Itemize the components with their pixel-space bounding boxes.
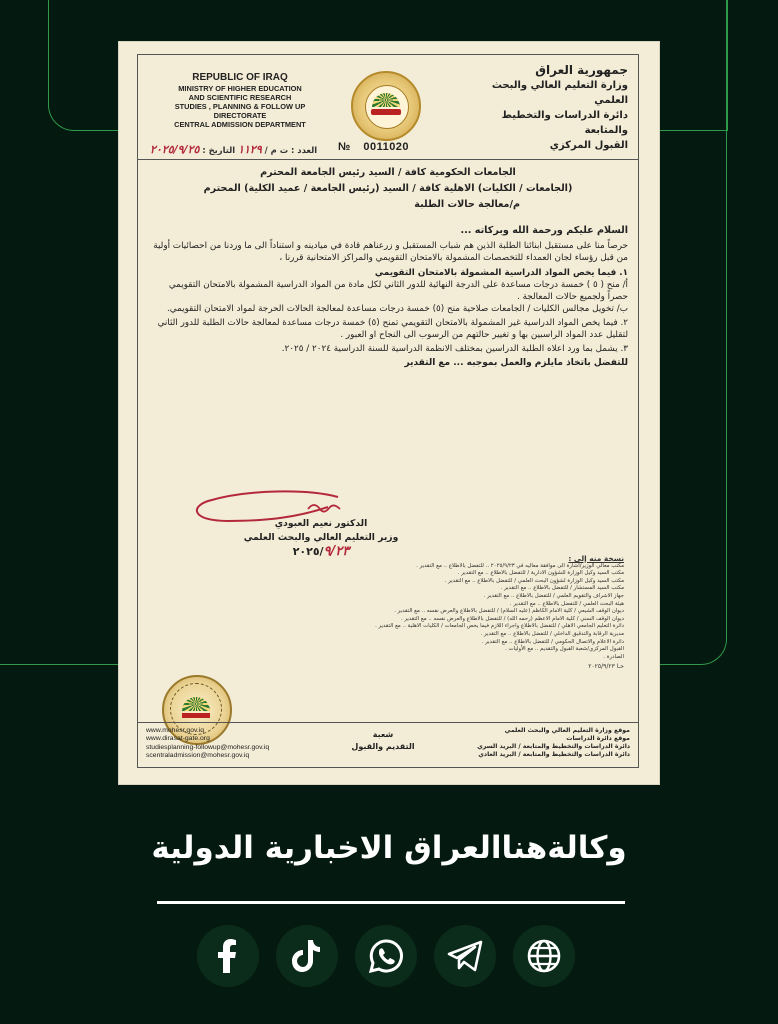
addressees: [148, 165, 628, 213]
signature-date-hand: ٩/٢٣: [323, 544, 350, 559]
whatsapp-button[interactable]: [355, 925, 417, 987]
footer-email-2: scentraladmission@mohesr.gov.iq: [146, 752, 250, 760]
letter-body: [148, 165, 628, 368]
signatory-title: وزير التعليم العالي والبحث العلمي: [243, 532, 399, 543]
en-directorate: STUDIES , PLANNING & FOLLOW UP DIRECTORATE: [174, 102, 306, 120]
copy-item: ديوان الوقف الشيعي / كلية الامام الكاظم (عليه السلام) / للتفضل بالاطلاع والعرض نفسه .. مع التقدير .: [394, 608, 624, 615]
ar-country: جمهورية العراق: [535, 63, 628, 77]
seal-book: [371, 109, 401, 115]
subject-line: م/معالجة حالات الطلبة: [414, 199, 520, 210]
serial-value: 0011020: [363, 141, 410, 153]
date-value: ٢٠٢٥/٩/٢٥: [150, 143, 200, 156]
footer-website-2: www.dirasat-gate.org: [146, 735, 210, 743]
copy-item: مكتب السيد المستشار / للتفضل بالاطلاع .. مع التقدير .: [500, 585, 624, 592]
letter-border: [137, 54, 639, 768]
footer-section-label: شعبة: [372, 730, 394, 739]
brand-divider: [157, 901, 625, 904]
whatsapp-icon: [369, 939, 403, 973]
ar-directorate: دائرة الدراسات والتخطيط والمتابعة: [501, 110, 628, 136]
ar-department: القبول المركزي: [549, 140, 628, 151]
footer-section-name: التقديم والقبول: [351, 742, 415, 751]
date-label: التاريخ :: [202, 145, 236, 155]
copies-reference: حـا ٢٠٢٥/٩/٢٣: [588, 663, 624, 671]
footer-section: [328, 729, 438, 753]
copy-item: مديرية الرقابة والتدقيق الداخلي / للتفضل بالاطلاع .. مع التقدير .: [480, 630, 624, 637]
copy-item: هيئة البحث العلمي / للتفضل بالاطلاع .. مع التقدير .: [509, 600, 624, 607]
signatory-block: [226, 517, 416, 559]
footer-email: studiesplanning-followup@mohesr.gov.iq: [146, 743, 270, 751]
copy-item: جهاز الاشراف والتقويم العلمي / للتفضل بالاطلاع .. مع التقدير .: [483, 592, 624, 599]
en-ministry: MINISTRY OF HIGHER EDUCATION: [178, 84, 302, 93]
footer-contacts: [146, 727, 269, 761]
copy-item: الصادرة .: [603, 653, 624, 660]
facebook-icon: [213, 939, 243, 973]
globe-icon: [526, 938, 562, 974]
ministry-seal-logo: [351, 71, 421, 141]
footer-website: www.mohesr.gov.iq: [146, 727, 205, 734]
en-department: CENTRAL ADMISSION DEPARTMENT: [174, 120, 306, 129]
letter-footer: [138, 722, 638, 767]
letter-header: [138, 55, 638, 160]
signatory-name: الدكتور نعيم العبودي: [274, 518, 368, 529]
tiktok-button[interactable]: [276, 925, 338, 987]
ref-number: ١١٢٩: [238, 143, 262, 156]
copies-list: [298, 555, 624, 671]
footer-labels: [477, 727, 630, 759]
addressee-2: (الجامعات / الكليات) الاهلية كافة / السيد (رئيس الجامعة / عميد الكلية) المحترم: [203, 183, 573, 194]
footer-label: دائرة الدراسات والتخطيط والمتابعة / البريد السري: [477, 743, 630, 750]
section-1-a: أ/ منح ( ٥ ) خمسة درجات مساعدة على الدرجة النهائية للدور الثاني لكل مادة من المواد الدراسية المشمولة بالامتحان التقويمي حصراً ولجميع حالات المعالجة .: [168, 280, 628, 302]
closing-line: للتفضل باتخاذ مايلزم والعمل بموجبه ... مع التقدير: [404, 358, 628, 368]
copy-item: مكتب السيد وكيل الوزارة لشؤون البحث العلمي / للتفضل بالاطلاع .. مع التقدير .: [444, 577, 624, 584]
section-3: ٣. يشمل بما ورد اعلاه الطلبة الدراسين بمختلف الانظمة الدراسية للسنة الدراسية ٢٠٢٤ / ٢٠٢٥.: [281, 344, 628, 354]
footer-label: موقع دائرة الدراسات: [566, 735, 630, 742]
website-button[interactable]: [513, 925, 575, 987]
en-ministry-2: AND SCIENTIFIC RESEARCH: [188, 93, 292, 102]
footer-label: موقع وزارة التعليم العالي والبحث العلمي: [504, 727, 630, 734]
footer-label: دائرة الدراسات والتخطيط والمتابعة / البريد العادي: [478, 751, 630, 758]
tiktok-icon: [292, 940, 322, 972]
copy-item: القبول المركزي/شعبة القبول والتقديم .. مع الأوليات .: [505, 646, 624, 653]
copy-item: ديوان الوقف السني / كلية الامام الاعظم (رحمه الله) / للتفضل بالاطلاع والعرض نفسه .. مع التقدير .: [400, 615, 624, 622]
en-country: REPUBLIC OF IRAQ: [192, 72, 288, 83]
agency-name: وكالةهناالعراق الاخبارية الدولية: [151, 830, 627, 866]
serial-number: [338, 141, 409, 153]
addressee-1: الجامعات الحكومية كافة / السيد رئيس الجامعة المحترم: [260, 167, 516, 178]
section-1-b: ب/ تخويل مجالس الكليات / الجامعات صلاحية منح (٥) خمسة درجات مساعدة لمعالجة الحالات الحرجة لمواد الامتحان التقويمي.: [166, 304, 628, 314]
section-2: ٢. فيما يخص المواد الدراسية غير المشمولة بالامتحان التقويمي تمنح (٥) خمسة درجات مساعدة لمعالجة حالات الطلبة للدور الثاني لتقليل عدد المواد الراسبين بها و تغيير حالتهم من الرسوب الى النجاح او العبور .: [157, 318, 628, 340]
ref-label: العدد : ت م /: [264, 145, 318, 155]
copy-item: مكتب السيد وكيل الوزارة للشؤون الادارية / للتفضل بالاطلاع .. مع التقدير .: [457, 570, 624, 577]
facebook-button[interactable]: [197, 925, 259, 987]
signature-date-year: ٢٠٢٥/: [292, 545, 324, 558]
seal-inner: [365, 85, 409, 129]
letter-document: [119, 42, 659, 784]
stamp-book: [182, 713, 210, 718]
reference-line: [150, 143, 317, 156]
copy-item: دائرة الاعلام والاتصال الحكومي / للتفضل بالاطلاع .. مع التقدير .: [481, 638, 624, 645]
copies-title: نسخة منه إلى :: [568, 554, 624, 563]
copy-item: مكتب معالي الوزير/اشارة الى موافقة معاليه في ٢٠٢٥/٩/٢٣ .. للتفضل بالاطلاع .. مع التقدير .: [416, 562, 624, 569]
serial-label: №: [338, 141, 351, 153]
ar-ministry: وزارة التعليم العالي والبحث العلمي: [491, 80, 628, 106]
english-letterhead: [150, 71, 330, 129]
copy-item: دائرة التعليم الجامعي الاهلي / للتفضل بالاطلاع واجراء اللازم فيما يخص الجامعات / الكليات الاهلية .. مع التقدير .: [375, 623, 624, 630]
telegram-button[interactable]: [434, 925, 496, 987]
telegram-icon: [447, 940, 483, 972]
section-1-title: ١. فيما يخص المواد الدراسية المشمولة بالامتحان التقويمي: [374, 268, 628, 278]
greeting: السلام عليكم ورحمة الله وبركاته ...: [460, 225, 628, 236]
arabic-letterhead: [458, 63, 628, 153]
intro-paragraph: حرصاً منا على مستقبل ابنائنا الطلبة الذين هم شباب المستقبل و زرعناهم قادة في ميادينه و استناداً الى ما وردنا من احصائيات أولية من قبل رؤساء لجان العمداء للتخصصات المشمولة بالامتحان التقويمي والمراكز الامتحانية قررنا ،: [153, 241, 628, 263]
